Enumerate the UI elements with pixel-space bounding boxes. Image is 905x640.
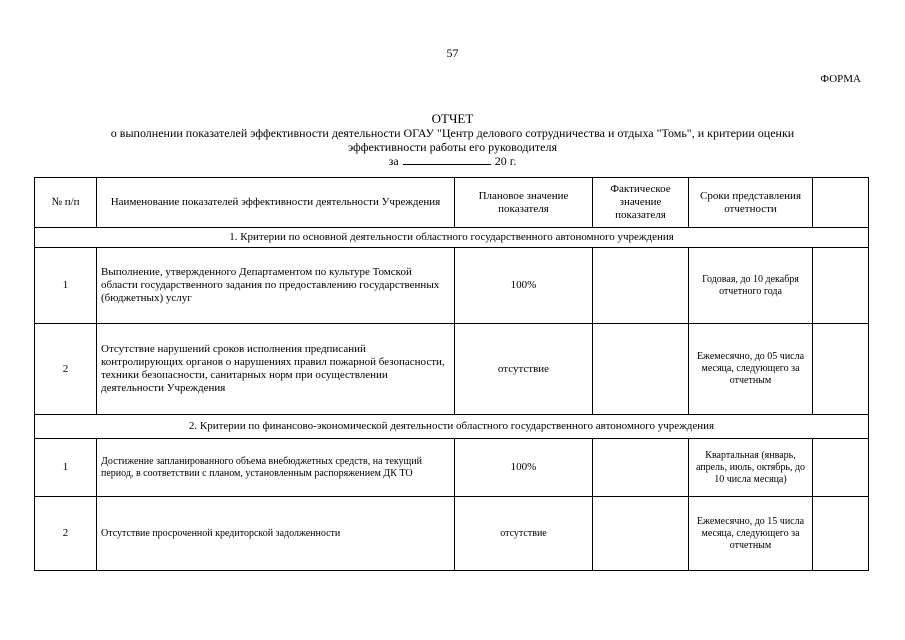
section-1-title: 1. Критерии по основной деятельности областного государственного автономного учреждения xyxy=(35,228,869,248)
row-extra xyxy=(813,439,869,497)
row-fact xyxy=(593,324,689,415)
header-plan: Плановое значение показателя xyxy=(455,178,593,228)
header-num: № п/п xyxy=(35,178,97,228)
header-name: Наименование показателей эффективности деятельности Учреждения xyxy=(97,178,455,228)
row-deadline: Годовая, до 10 декабря отчетного года xyxy=(689,248,813,324)
row-plan: отсутствие xyxy=(455,497,593,571)
row-num: 2 xyxy=(35,324,97,415)
table-row xyxy=(35,324,869,415)
row-name: Отсутствие нарушений сроков исполнения предписаний контролирующих органов о нарушениях правил пожарной безопасности, техники безопасности, санитарных норм при осуществлении деятельности Учреждения xyxy=(97,324,455,415)
row-name: Достижение запланированного объема внебюджетных средств, на текущий период, в соответствии с планом, установленным распоряжением ДК ТО xyxy=(97,439,455,497)
row-deadline: Квартальная (январь, апрель, июль, октябрь, до 10 числа месяца) xyxy=(689,439,813,497)
row-num: 1 xyxy=(35,439,97,497)
row-plan: 100% xyxy=(455,248,593,324)
row-num: 1 xyxy=(35,248,97,324)
section-title-row xyxy=(35,415,869,439)
page-number: 57 xyxy=(446,46,459,60)
title-line-2: о выполнении показателей эффективности деятельности ОГАУ "Центр делового сотрудничества и отдыха "Томь", и критерии оценки xyxy=(110,126,795,140)
header-extra xyxy=(813,178,869,228)
row-plan: 100% xyxy=(455,439,593,497)
row-fact xyxy=(593,497,689,571)
period-blank-line xyxy=(403,154,491,165)
period-prefix: за xyxy=(388,154,399,168)
row-deadline: Ежемесячно, до 15 числа месяца, следующего за отчетным xyxy=(689,497,813,571)
row-plan: отсутствие xyxy=(455,324,593,415)
row-extra xyxy=(813,324,869,415)
table-row xyxy=(35,439,869,497)
row-name: Отсутствие просроченной кредиторской задолженности xyxy=(97,497,455,571)
section-2-title: 2. Критерии по финансово-экономической деятельности областного государственного автономного учреждения xyxy=(35,415,869,439)
title-line-3: эффективности работы его руководителя xyxy=(347,140,558,154)
row-fact xyxy=(593,248,689,324)
header-fact: Фактическое значение показателя xyxy=(593,178,689,228)
table-header-row xyxy=(35,178,869,228)
row-num: 2 xyxy=(35,497,97,571)
report-table xyxy=(34,177,869,571)
row-name: Выполнение, утвержденного Департаментом по культуре Томской области государственного задания по предоставлению государственных (бюджетных) услуг xyxy=(97,248,455,324)
row-deadline: Ежемесячно, до 05 числа месяца, следующего за отчетным xyxy=(689,324,813,415)
row-extra xyxy=(813,497,869,571)
report-title xyxy=(0,112,905,168)
table-row xyxy=(35,497,869,571)
row-fact xyxy=(593,439,689,497)
row-extra xyxy=(813,248,869,324)
table-row xyxy=(35,248,869,324)
section-title-row xyxy=(35,228,869,248)
header-deadline: Сроки представления отчетности xyxy=(689,178,813,228)
report-period xyxy=(0,154,905,168)
period-suffix: 20 г. xyxy=(494,154,517,168)
title-line-1: ОТЧЕТ xyxy=(431,111,474,126)
form-label: ФОРМА xyxy=(820,73,861,85)
